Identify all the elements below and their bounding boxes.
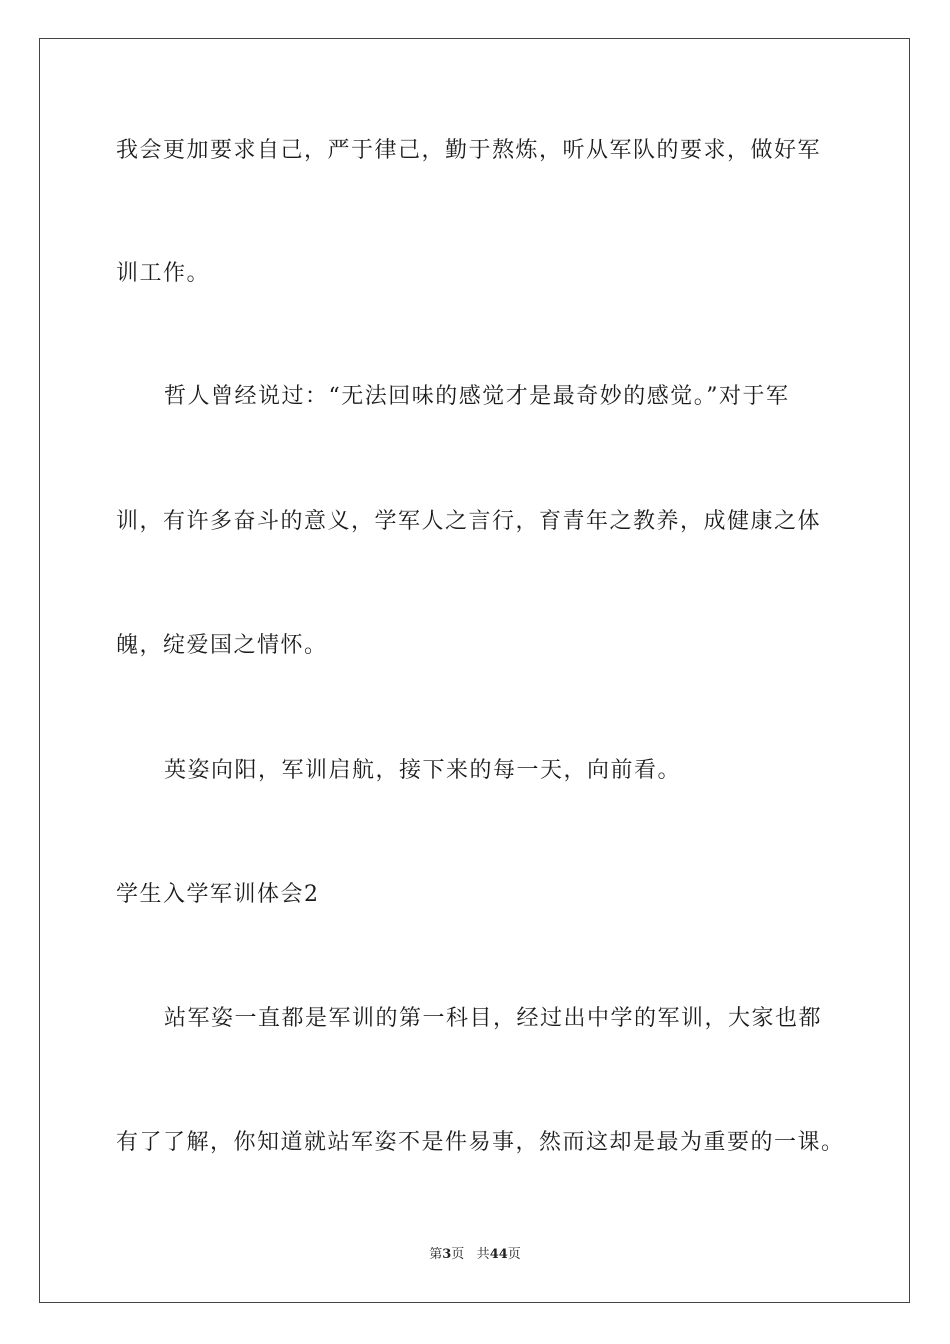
paragraph-line: 英姿向阳，军训启航，接下来的每一天，向前看。 [164,758,682,783]
paragraph-line: 哲人曾经说过：“无法回味的感觉才是最奇妙的感觉。”对于军 [164,384,790,409]
section-heading: 学生入学军训体会2 [116,882,320,907]
paragraph-line: 魄，绽爱国之情怀。 [116,633,328,658]
paragraph-line: 训，有许多奋斗的意义，学军人之言行，育青年之教养，成健康之体 [116,509,822,534]
page-suffix: 页 [451,1247,465,1262]
page-border [39,38,910,1303]
page-number: 3 [442,1247,452,1262]
page-prefix: 第 [429,1247,443,1262]
total-prefix: 共 [476,1247,490,1262]
total-pages: 44 [489,1247,508,1262]
paragraph-line: 站军姿一直都是军训的第一科目，经过出中学的军训，大家也都 [164,1006,823,1031]
total-suffix: 页 [507,1247,521,1262]
paragraph-line: 有了了解，你知道就站军姿不是件易事，然而这却是最为重要的一课。 [116,1130,845,1155]
page-footer [0,1246,950,1264]
paragraph-line: 训工作。 [116,261,211,286]
paragraph-line: 我会更加要求自己，严于律己，勤于熬炼，听从军队的要求，做好军 [116,138,822,163]
